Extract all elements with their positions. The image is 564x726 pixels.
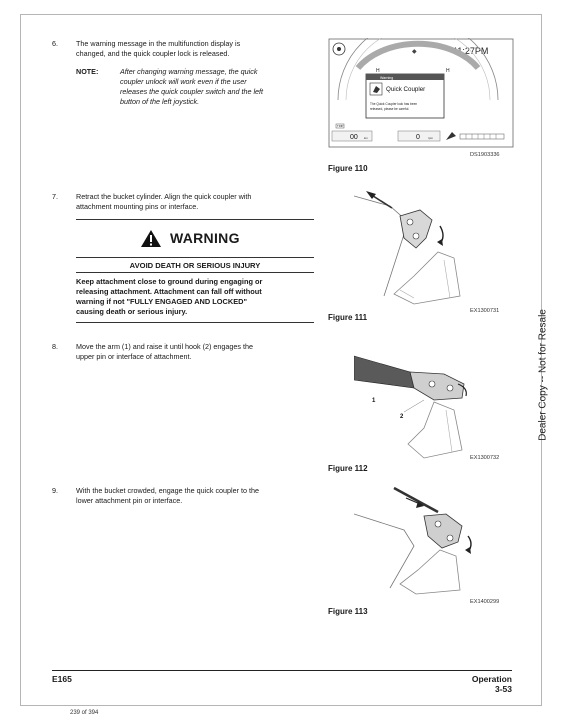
arm: [354, 356, 414, 388]
figure-label: Figure 113: [328, 607, 368, 616]
warning-line: releasing attachment. Attachment can fall off without: [76, 287, 262, 296]
bucket-cylinder: [394, 488, 438, 512]
rpm-unit: rpm: [428, 136, 434, 140]
gauge-h-right: H: [446, 68, 450, 74]
trip-value: 00: [350, 134, 358, 141]
step-number: 6.: [52, 39, 58, 48]
popup-line: released, please be careful.: [370, 107, 410, 111]
warning-line: causing death or serious injury.: [76, 307, 188, 316]
quick-coupler: [424, 514, 462, 548]
note-line: coupler unlock will work even if the user: [120, 77, 247, 86]
image-code: EX1400299: [470, 599, 500, 605]
quick-coupler: [400, 210, 432, 248]
step-text: [76, 39, 314, 59]
footer-model: E165: [52, 674, 72, 684]
warning-bottom-rule: [76, 322, 314, 323]
warning-line: Keep attachment close to ground during engaging or: [76, 277, 263, 286]
step-line: attachment mounting pins or interface.: [76, 202, 199, 211]
rpm-value: 0: [416, 134, 420, 141]
popup-line: The Quick Coupler lock has been: [370, 102, 418, 106]
footer-page: 3-53: [494, 684, 512, 694]
page-count: 239 of 394: [70, 710, 99, 716]
note-text: [120, 67, 314, 107]
step-number: 8.: [52, 342, 58, 351]
side-watermark-text: Dealer Copy -- Not for Resale: [537, 309, 549, 441]
step-text: [76, 192, 314, 212]
popup-heading: Quick Coupler: [386, 86, 426, 93]
step-line: Move the arm (1) and raise it until hook (2) engages the: [76, 342, 253, 351]
figure-label: Figure 111: [328, 313, 368, 322]
warning-line: warning if not "FULLY ENGAGED AND LOCKED": [76, 297, 247, 306]
footer-section: Operation: [471, 674, 512, 684]
side-watermark: [534, 300, 552, 450]
image-code: EX1300732: [470, 455, 500, 461]
image-code: DS1903336: [470, 152, 500, 158]
figure-113-illustration: [354, 484, 524, 596]
trip-unit: km: [364, 136, 368, 140]
bucket-outline: [394, 252, 460, 304]
step-line: upper pin or interface of attachment.: [76, 352, 192, 361]
bucket-outline: [400, 550, 460, 594]
warning-top-rule: [76, 219, 314, 220]
callout-hook: 2: [400, 414, 404, 420]
warning-subtitle: AVOID DEATH OR SERIOUS INJURY: [129, 261, 261, 270]
warning-body: [76, 277, 314, 317]
warning-sub-rule: [76, 272, 314, 273]
warning-heading: [140, 229, 270, 249]
warning-triangle-icon: [140, 229, 162, 248]
step-text: [76, 342, 314, 362]
step-line: lower attachment pin or interface.: [76, 496, 183, 505]
note-label: NOTE:: [76, 67, 99, 76]
figure-110-display: [328, 38, 514, 150]
figure-label: Figure 110: [328, 164, 368, 173]
callout-arm: 1: [372, 398, 376, 404]
footer-rule: [52, 670, 512, 671]
step-line: With the bucket crowded, engage the quick coupler to the: [76, 486, 259, 495]
step-number: 9.: [52, 486, 58, 495]
figure-111-illustration: [354, 186, 524, 306]
step-line: Retract the bucket cylinder. Align the quick coupler with: [76, 192, 252, 201]
quick-coupler: [410, 372, 464, 400]
figure-label: Figure 112: [328, 464, 368, 473]
note-line: releases the quick coupler switch and the left: [120, 87, 264, 96]
warning-mid-rule: [76, 257, 314, 258]
step-number: 7.: [52, 192, 58, 201]
warning-title: WARNING: [170, 230, 240, 246]
trip-label: TRIP: [337, 124, 344, 128]
note-line: After changing warning message, the quick: [120, 67, 258, 76]
popup-title: Warning: [380, 76, 394, 80]
bucket-outline: [408, 402, 462, 458]
clock-readout: 11:27PM: [453, 46, 489, 56]
gauge-h-left: H: [376, 68, 380, 74]
image-code: EX1300731: [470, 308, 500, 314]
figure-112-illustration: [354, 340, 524, 460]
step-text: [76, 486, 314, 506]
svg-text:◆: ◆: [412, 49, 417, 55]
step-line: changed, and the quick coupler lock is released.: [76, 49, 230, 58]
step-line: The warning message in the multifunction display is: [76, 39, 241, 48]
warning-popup: [366, 74, 444, 118]
note-line: button of the left joystick.: [120, 97, 200, 106]
